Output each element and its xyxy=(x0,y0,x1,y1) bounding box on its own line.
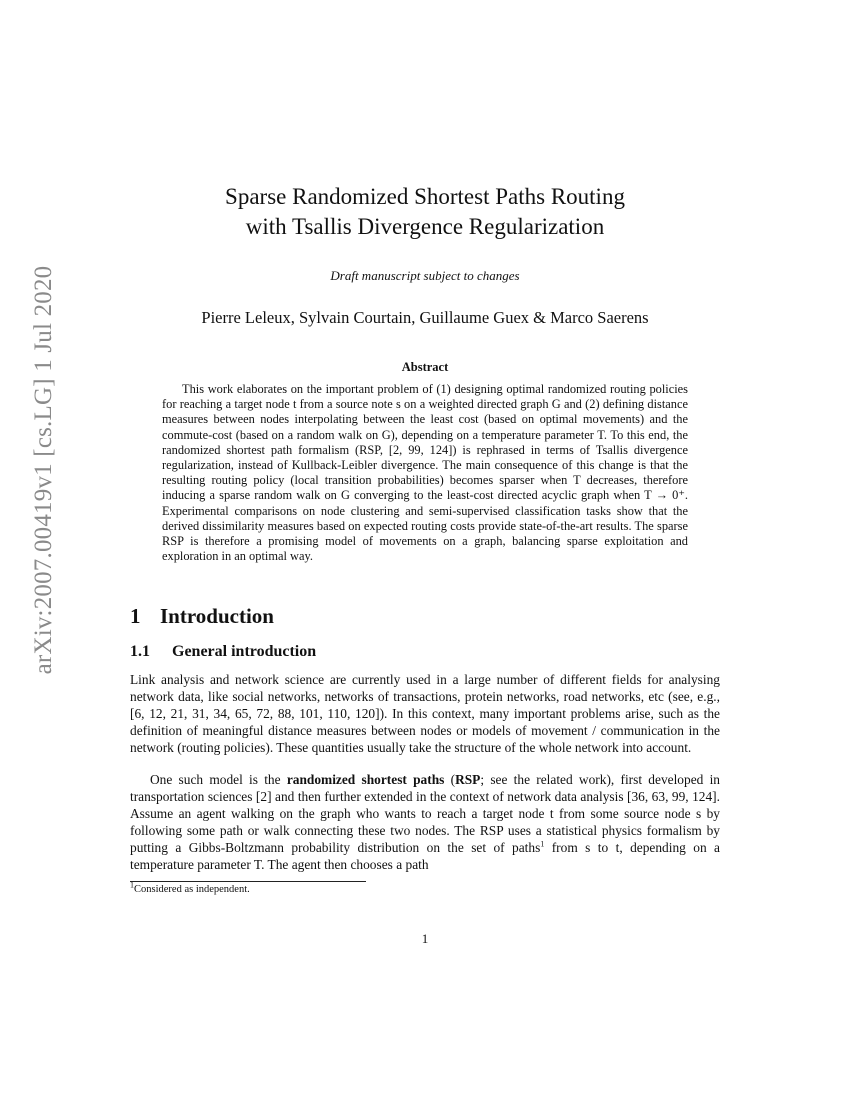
paragraph-2-text-a: One such model is the xyxy=(150,772,287,787)
section-title: Introduction xyxy=(160,604,274,628)
subsection-heading xyxy=(130,643,316,661)
footnote-reference[interactable]: 1 xyxy=(540,839,545,849)
title-line-2: with Tsallis Divergence Regularization xyxy=(245,214,605,239)
author-list: Pierre Leleux, Sylvain Courtain, Guillaume Guex & Marco Saerens xyxy=(201,308,649,327)
paragraph-2-text-c: ; see the related work), first developed in transportation sciences [2] and then further extended in the context of network data analysis [36, 63, 99, 124]. Assume an agent walking on the graph who wants to reach a target node t from some source node s by following some path or walk connecting these two nodes. The RSP uses a statistical physics formalism by putting a Gibbs-Boltzmann probability distribution on the set of paths xyxy=(130,772,720,855)
subsection-number: 1.1 xyxy=(130,643,150,660)
rsp-abbreviation: RSP xyxy=(455,772,481,787)
manuscript-note: Draft manuscript subject to changes xyxy=(330,268,520,283)
paper-title xyxy=(130,182,720,242)
rsp-term: randomized shortest paths xyxy=(286,772,445,787)
arxiv-stamp xyxy=(30,265,58,675)
page-number: 1 xyxy=(421,931,429,946)
paragraph-2-text-d: from s to t, depending on a temperature parameter T. The agent then chooses a path xyxy=(130,840,720,872)
body-paragraph-1: Link analysis and network science are currently used in a large number of different fields for analysing network data, like social networks, networks of transactions, protein networks, road networks, etc (see, e.g., [6, 12, 21, 31, 34, 65, 72, 88, 101, 110, 120]). In this context, many important problems arise, such as the definition of meaningful distance measures between nodes or models of movement / communication in the network (routing policies). These quantities usually take the structure of the whole network into account. xyxy=(130,672,720,755)
footnote-mark: 1 xyxy=(130,880,134,890)
footnote-rule xyxy=(130,881,366,882)
title-line-1: Sparse Randomized Shortest Paths Routing xyxy=(225,184,625,209)
paragraph-2-text-b: ( xyxy=(444,772,456,787)
subsection-title: General introduction xyxy=(172,643,317,660)
footnote xyxy=(130,880,250,895)
section-number: 1 xyxy=(130,604,141,628)
abstract-heading: Abstract xyxy=(401,360,449,374)
body-paragraph-2 xyxy=(130,771,720,873)
section-heading xyxy=(130,604,274,629)
abstract-text: This work elaborates on the important problem of (1) designing optimal randomized routing policies for reaching a target node t from a source note s on a weighted directed graph G and (2) defining distance measures between nodes interpolating between the least cost (based on optimal movements) and the commute-cost (based on a random walk on G), depending on a temperature parameter T. To this end, the randomized shortest path formalism (RSP, [2, 99, 124]) is rephrased in terms of Tsallis divergence regularization, instead of Kullback-Leibler divergence. The main consequence of this change is that the resulting routing policy (local transition probabilities) becomes sparser when T decreases, therefore inducing a sparse random walk on G converging to the least-cost directed acyclic graph when T → 0⁺. Experimental comparisons on node clustering and semi-supervised classification tasks show that the derived dissimilarity measures based on expected routing costs provide state-of-the-art results. The sparse RSP is therefore a promising model of movements on a graph, balancing sparse exploitation and exploration in an optimal way. xyxy=(162,382,688,564)
arxiv-identifier: arXiv:2007.00419v1 [cs.LG] 1 Jul 2020 xyxy=(30,265,57,675)
footnote-text: Considered as independent. xyxy=(134,884,250,895)
